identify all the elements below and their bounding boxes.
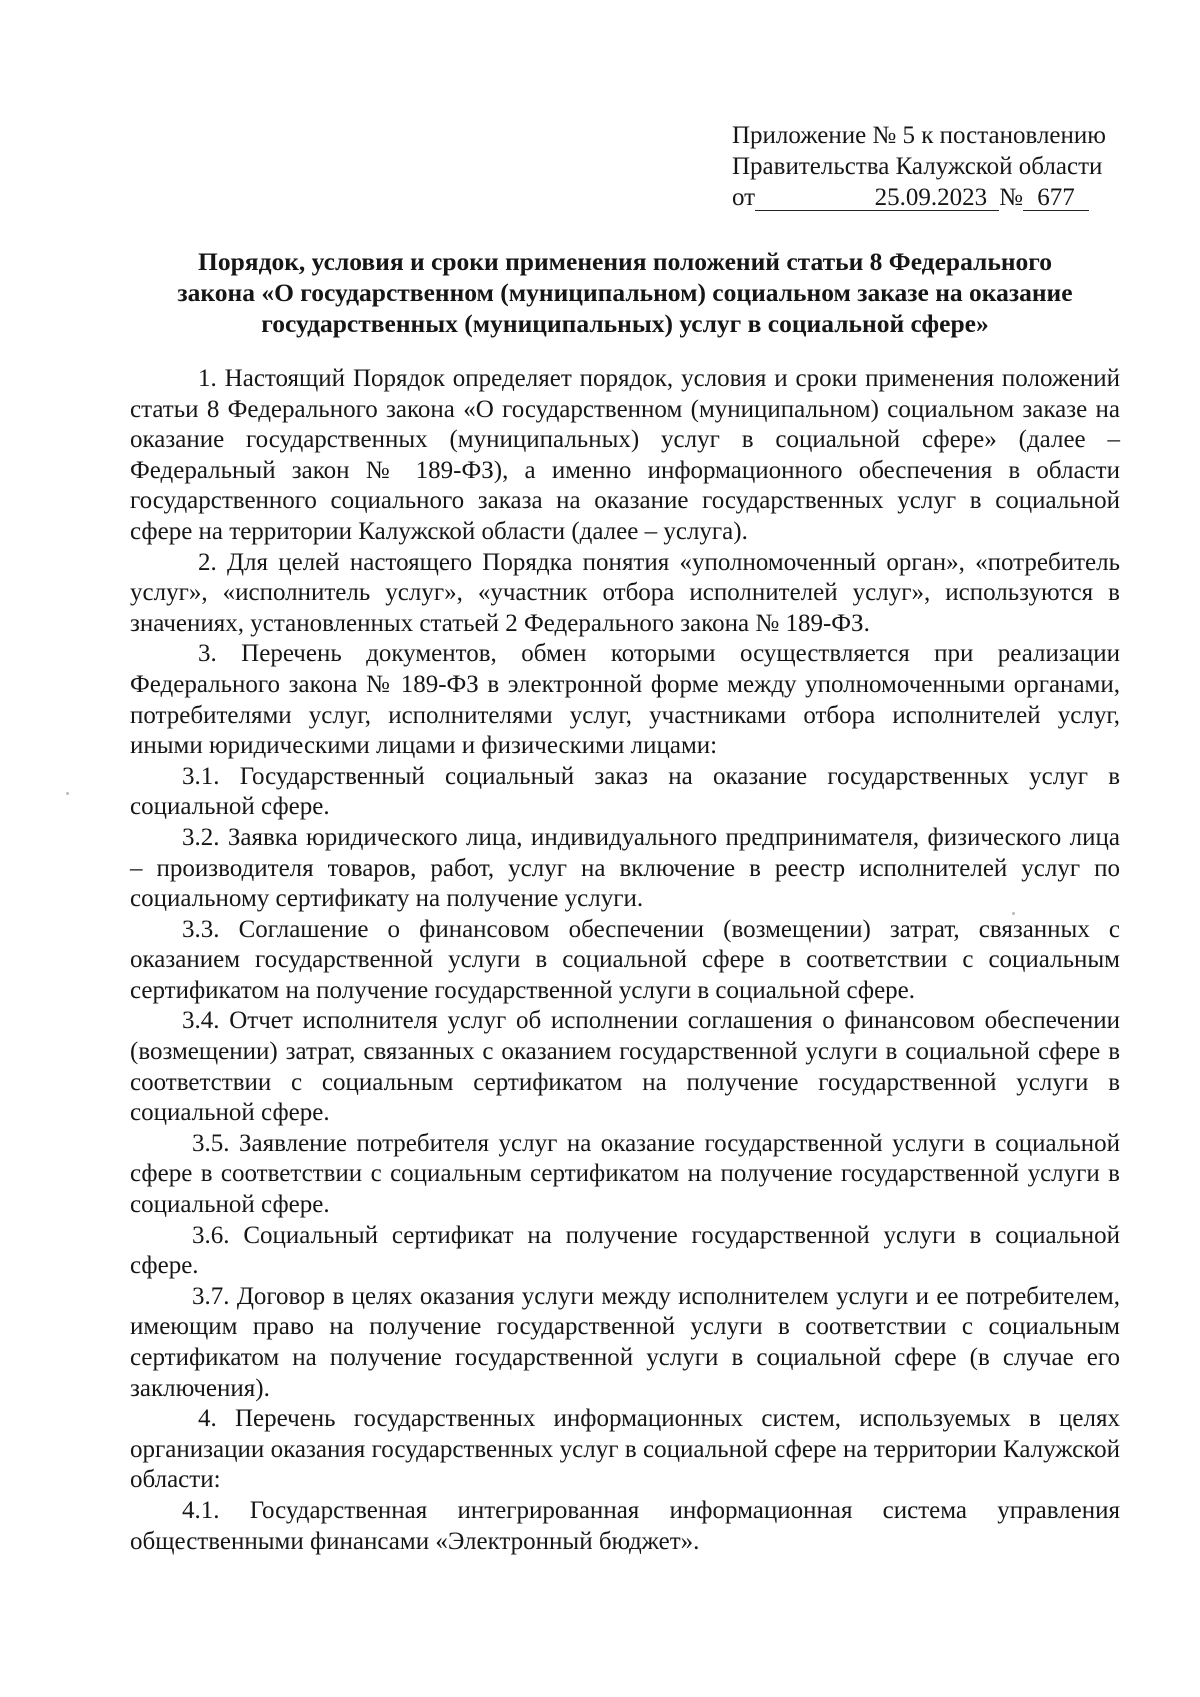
appendix-date-line <box>732 182 1132 213</box>
paragraph-3-1: 3.1. Государственный социальный заказ на оказание государственных услуг в социальной сфере. <box>130 762 1120 821</box>
document-body <box>130 364 1120 1557</box>
title-line-2: закона «О государственном (муниципальном) социальном заказе на оказание <box>177 278 1073 307</box>
paragraph-4-1: 4.1. Государственная интегрированная информационная система управления общественными финансами «Электронный бюджет». <box>130 1496 1120 1555</box>
appendix-line-1: Приложение № 5 к постановлению <box>732 122 1106 149</box>
appendix-header <box>732 120 1132 213</box>
number-label: № <box>999 184 1023 211</box>
paragraph-3-5: 3.5. Заявление потребителя услуг на оказание государственной услуги в социальной сфере в соответствии с социальным сертификатом на получение государственной услуги в социальной сфере. <box>130 1129 1120 1219</box>
title-line-1: Порядок, условия и сроки применения положений статьи 8 Федерального <box>198 247 1052 276</box>
paragraph-1: 1. Настоящий Порядок определяет порядок, условия и сроки применения положений статьи 8 Федерального закона «О государственном (муниципальном) социальном заказе на оказание государственных (муниципальных) услуг в социальной сфере» (далее – Федеральный закон № 189-ФЗ), а именно информационного обеспечения в области государственного социального заказа на оказание государственных услуг в социальной сфере на территории Калужской области (далее – услуга). <box>130 365 1120 545</box>
appendix-line-2: Правительства Калужской области <box>732 153 1103 180</box>
paragraph-3-4: 3.4. Отчет исполнителя услуг об исполнении соглашения о финансовом обеспечении (возмещении) затрат, связанных с оказанием государственной услуги в социальной сфере в соответствии с социальным сертификатом на получение государственной услуги в социальной сфере. <box>130 1007 1120 1127</box>
paragraph-3: 3. Перечень документов, обмен которыми осуществляется при реализации Федерального закона № 189-ФЗ в электронной форме между уполномоченными органами, потребителями услуг, исполнителями услуг, участниками отбора исполнителей услуг, иными юридическими лицами и физическими лицами: <box>130 640 1120 760</box>
paragraph-3-3: 3.3. Соглашение о финансовом обеспечении (возмещении) затрат, связанных с оказанием государственной услуги в социальной сфере в соответствии с социальным сертификатом на получение государственной услуги в социальной сфере. <box>130 915 1120 1004</box>
paragraph-3-6: 3.6. Социальный сертификат на получение государственной услуги в социальной сфере. <box>130 1221 1120 1280</box>
paragraph-3-7: 3.7. Договор в целях оказания услуги между исполнителем услуги и ее потребителем, имеющим право на получение государственной услуги в соответствии с социальным сертификатом на получение государственной услуги в социальной сфере (в случае его заключения). <box>130 1282 1120 1402</box>
paragraph-3-2: 3.2. Заявка юридического лица, индивидуального предпринимателя, физического лица – производителя товаров, работ, услуг на включение в реестр исполнителей услуг по социальному сертификату на получение услуги. <box>130 823 1120 913</box>
scan-speck <box>66 792 69 795</box>
scan-speck <box>1012 912 1015 915</box>
document-title <box>130 246 1120 339</box>
decree-date: 25.09.2023 <box>755 186 999 211</box>
from-label: от <box>732 184 756 211</box>
decree-number: 677 <box>1023 186 1089 211</box>
title-line-3: государственных (муниципальных) услуг в социальной сфере» <box>261 309 989 338</box>
paragraph-4: 4. Перечень государственных информационных систем, используемых в целях организации оказания государственных услуг в социальной сфере на территории Калужской области: <box>130 1405 1120 1494</box>
paragraph-2: 2. Для целей настоящего Порядка понятия «уполномоченный орган», «потребитель услуг», «исполнитель услуг», «участник отбора исполнителей услуг», используются в значениях, установленных статьей 2 Федерального закона № 189-ФЗ. <box>130 548 1120 637</box>
